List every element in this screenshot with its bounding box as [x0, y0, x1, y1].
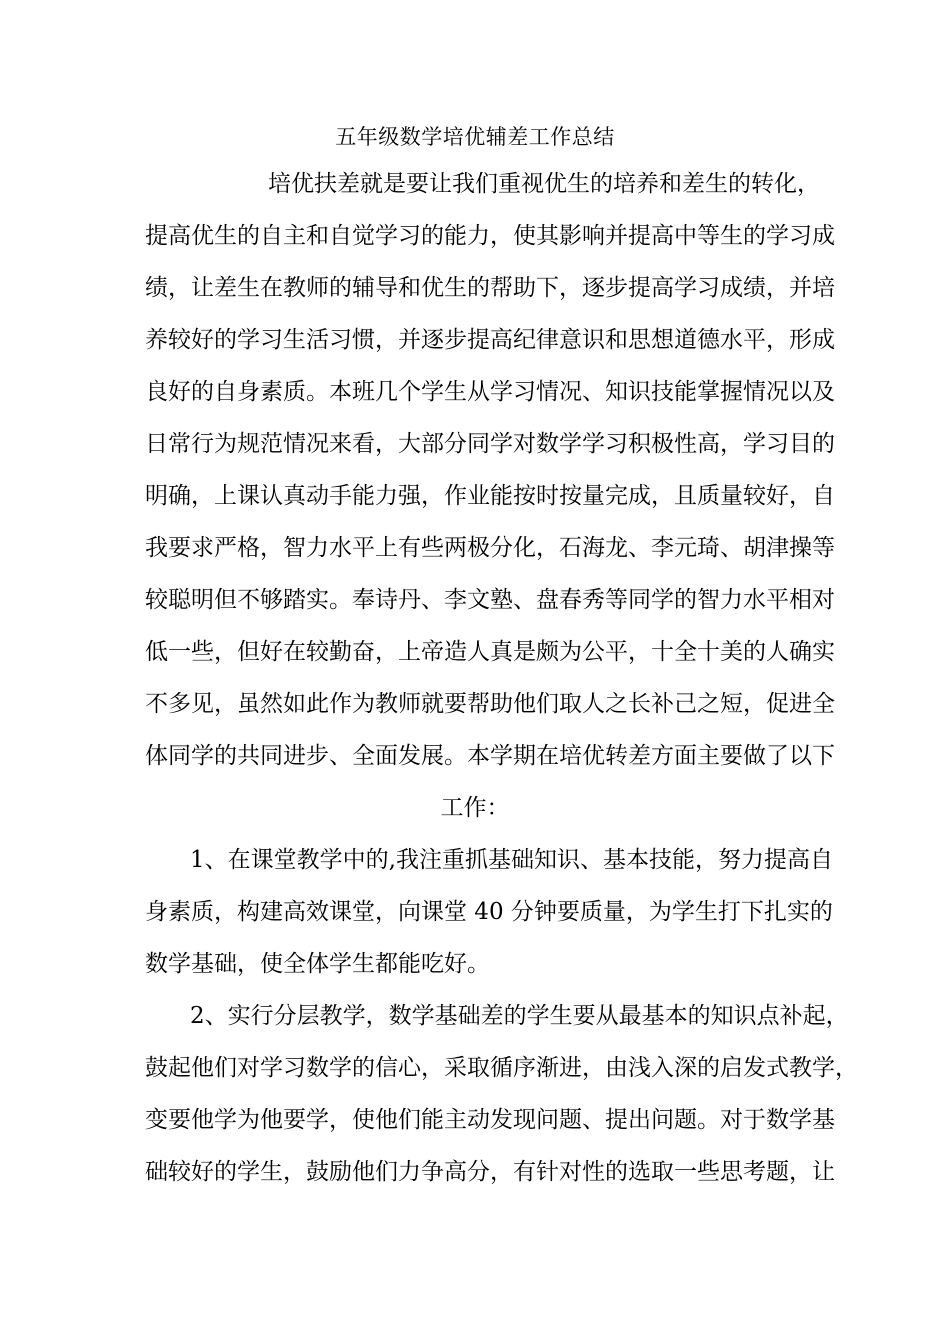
work-heading: 工作：: [440, 795, 510, 821]
paragraph-line: 养较好的学习生活习惯，并逐步提高纪律意识和思想道德水平，形成: [145, 327, 835, 353]
item-1-line: 数学基础，使全体学生都能吃好。: [145, 951, 490, 977]
paragraph-line: 我要求严格，智力水平上有些两极分化，石海龙、李元琦、胡津操等: [145, 535, 835, 561]
item-2-line: 鼓起他们对学习数学的信心，采取循序渐进，由浅入深的启发式教学，: [145, 1055, 858, 1081]
paragraph-line: 较聪明但不够踏实。奉诗丹、李文塾、盘春秀等同学的智力水平相对: [145, 587, 835, 613]
paragraph-line: 良好的自身素质。本班几个学生从学习情况、知识技能掌握情况以及: [145, 379, 835, 405]
paragraph-line: 低一些，但好在较勤奋，上帝造人真是颇为公平，十全十美的人确实: [145, 639, 835, 665]
item-1-line: 1、在课堂教学中的,我注重抓基础知识、基本技能，努力提高自: [190, 847, 833, 873]
paragraph-line: 绩，让差生在教师的辅导和优生的帮助下，逐步提高学习成绩，并培: [145, 275, 835, 301]
item-2-line: 2、实行分层教学，数学基础差的学生要从最基本的知识点补起，: [190, 1003, 849, 1029]
item-2-line: 础较好的学生，鼓励他们力争高分，有针对性的选取一些思考题，让: [145, 1159, 835, 1185]
item-1-line: 身素质，构建高效课堂，向课堂 40 分钟要质量，为学生打下扎实的: [145, 899, 833, 925]
document-title: 五年级数学培优辅差工作总结: [335, 125, 615, 149]
paragraph-line: 不多见，虽然如此作为教师就要帮助他们取人之长补己之短，促进全: [145, 691, 835, 717]
paragraph-line: 明确，上课认真动手能力强，作业能按时按量完成，且质量较好，自: [145, 483, 835, 509]
paragraph-line: 体同学的共同进步、全面发展。本学期在培优转差方面主要做了以下: [145, 743, 835, 769]
item-2-line: 变要他学为他要学，使他们能主动发现问题、提出问题。对于数学基: [145, 1107, 835, 1133]
paragraph-line: 日常行为规范情况来看，大部分同学对数学学习积极性高，学习目的: [145, 431, 835, 457]
paragraph-line: 培优扶差就是要让我们重视优生的培养和差生的转化，: [268, 171, 820, 197]
paragraph-line: 提高优生的自主和自觉学习的能力，使其影响并提高中等生的学习成: [145, 223, 835, 249]
